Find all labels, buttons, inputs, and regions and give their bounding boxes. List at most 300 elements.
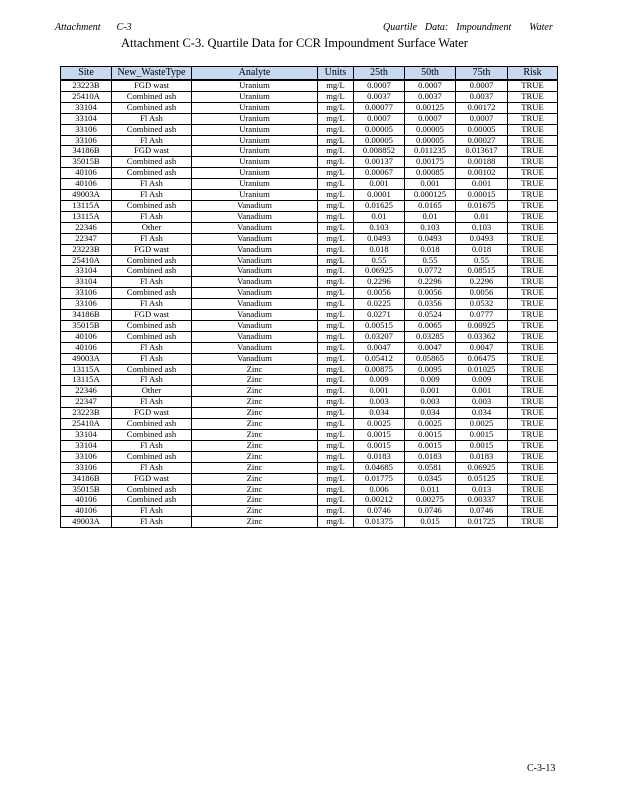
cell-waste-type: Combined ash bbox=[112, 364, 192, 375]
cell-site: 22347 bbox=[61, 233, 112, 244]
cell-waste-type: Fl Ash bbox=[112, 299, 192, 310]
cell-risk: TRUE bbox=[508, 364, 558, 375]
cell-risk: TRUE bbox=[508, 331, 558, 342]
table-row bbox=[61, 200, 558, 211]
cell-analyte: Vanadium bbox=[192, 200, 318, 211]
cell-waste-type: Fl Ash bbox=[112, 135, 192, 146]
cell-p75: 0.55 bbox=[456, 255, 508, 266]
cell-analyte: Zinc bbox=[192, 473, 318, 484]
cell-units: mg/L bbox=[318, 135, 354, 146]
cell-analyte: Uranium bbox=[192, 124, 318, 135]
cell-units: mg/L bbox=[318, 310, 354, 321]
cell-p75: 0.00172 bbox=[456, 102, 508, 113]
cell-units: mg/L bbox=[318, 124, 354, 135]
cell-p75: 0.0037 bbox=[456, 91, 508, 102]
cell-analyte: Vanadium bbox=[192, 320, 318, 331]
cell-waste-type: Fl Ash bbox=[112, 440, 192, 451]
cell-p25: 0.001 bbox=[354, 179, 405, 190]
cell-p25: 0.0015 bbox=[354, 440, 405, 451]
cell-p75: 0.0015 bbox=[456, 440, 508, 451]
cell-p50: 0.011 bbox=[405, 484, 456, 495]
cell-p50: 0.0345 bbox=[405, 473, 456, 484]
cell-p75: 0.06925 bbox=[456, 462, 508, 473]
cell-units: mg/L bbox=[318, 80, 354, 91]
cell-risk: TRUE bbox=[508, 473, 558, 484]
cell-analyte: Uranium bbox=[192, 179, 318, 190]
cell-p50: 0.0015 bbox=[405, 440, 456, 451]
page-title: Attachment C-3. Quartile Data for CCR Impoundment Surface Water bbox=[121, 36, 468, 50]
table-row bbox=[61, 517, 558, 528]
cell-units: mg/L bbox=[318, 222, 354, 233]
cell-p75: 0.00027 bbox=[456, 135, 508, 146]
header-word-data: Data: bbox=[424, 22, 449, 33]
cell-site: 49003A bbox=[61, 353, 112, 364]
table-row bbox=[61, 310, 558, 321]
cell-units: mg/L bbox=[318, 353, 354, 364]
cell-p50: 0.05865 bbox=[405, 353, 456, 364]
cell-p75: 0.0183 bbox=[456, 451, 508, 462]
cell-risk: TRUE bbox=[508, 320, 558, 331]
cell-p25: 0.018 bbox=[354, 244, 405, 255]
cell-p75: 0.013 bbox=[456, 484, 508, 495]
cell-analyte: Zinc bbox=[192, 440, 318, 451]
cell-waste-type: FGD wast bbox=[112, 310, 192, 321]
cell-risk: TRUE bbox=[508, 244, 558, 255]
table-body bbox=[61, 80, 558, 528]
cell-waste-type: Combined ash bbox=[112, 91, 192, 102]
cell-p25: 0.006 bbox=[354, 484, 405, 495]
cell-p50: 0.0037 bbox=[405, 91, 456, 102]
cell-site: 34186B bbox=[61, 310, 112, 321]
cell-p50: 0.00175 bbox=[405, 157, 456, 168]
cell-waste-type: Combined ash bbox=[112, 451, 192, 462]
cell-units: mg/L bbox=[318, 91, 354, 102]
cell-p50: 0.003 bbox=[405, 397, 456, 408]
cell-p50: 0.018 bbox=[405, 244, 456, 255]
cell-analyte: Vanadium bbox=[192, 266, 318, 277]
cell-p25: 0.00875 bbox=[354, 364, 405, 375]
cell-p25: 0.06925 bbox=[354, 266, 405, 277]
cell-p25: 0.01625 bbox=[354, 200, 405, 211]
cell-site: 40106 bbox=[61, 179, 112, 190]
cell-analyte: Uranium bbox=[192, 135, 318, 146]
cell-analyte: Zinc bbox=[192, 451, 318, 462]
cell-site: 33106 bbox=[61, 299, 112, 310]
table-row bbox=[61, 277, 558, 288]
cell-p75: 0.0015 bbox=[456, 430, 508, 441]
cell-site: 34186B bbox=[61, 146, 112, 157]
cell-p50: 0.011235 bbox=[405, 146, 456, 157]
cell-p25: 0.0025 bbox=[354, 419, 405, 430]
cell-site: 40106 bbox=[61, 168, 112, 179]
cell-p75: 0.00925 bbox=[456, 320, 508, 331]
cell-analyte: Vanadium bbox=[192, 244, 318, 255]
cell-units: mg/L bbox=[318, 168, 354, 179]
cell-p50: 0.01 bbox=[405, 211, 456, 222]
cell-p25: 0.00077 bbox=[354, 102, 405, 113]
cell-p75: 0.01675 bbox=[456, 200, 508, 211]
table-row bbox=[61, 451, 558, 462]
cell-site: 49003A bbox=[61, 190, 112, 201]
cell-analyte: Uranium bbox=[192, 168, 318, 179]
cell-site: 35015B bbox=[61, 157, 112, 168]
cell-waste-type: Fl Ash bbox=[112, 277, 192, 288]
cell-p25: 0.008852 bbox=[354, 146, 405, 157]
table-header-row bbox=[61, 67, 558, 81]
cell-analyte: Uranium bbox=[192, 190, 318, 201]
cell-p75: 0.01 bbox=[456, 211, 508, 222]
cell-analyte: Vanadium bbox=[192, 277, 318, 288]
cell-waste-type: Combined ash bbox=[112, 255, 192, 266]
cell-p75: 0.0777 bbox=[456, 310, 508, 321]
cell-waste-type: FGD wast bbox=[112, 146, 192, 157]
cell-p50: 0.001 bbox=[405, 386, 456, 397]
table-row bbox=[61, 157, 558, 168]
cell-units: mg/L bbox=[318, 462, 354, 473]
cell-waste-type: Combined ash bbox=[112, 102, 192, 113]
cell-waste-type: Fl Ash bbox=[112, 397, 192, 408]
cell-risk: TRUE bbox=[508, 430, 558, 441]
cell-analyte: Vanadium bbox=[192, 353, 318, 364]
header-code: C-3 bbox=[116, 22, 132, 33]
cell-p25: 0.001 bbox=[354, 386, 405, 397]
cell-analyte: Vanadium bbox=[192, 331, 318, 342]
cell-waste-type: Combined ash bbox=[112, 168, 192, 179]
cell-risk: TRUE bbox=[508, 91, 558, 102]
cell-analyte: Vanadium bbox=[192, 342, 318, 353]
cell-waste-type: Fl Ash bbox=[112, 506, 192, 517]
header-attachment: Attachment bbox=[55, 22, 101, 33]
cell-p50: 0.2296 bbox=[405, 277, 456, 288]
cell-site: 33104 bbox=[61, 440, 112, 451]
cell-units: mg/L bbox=[318, 364, 354, 375]
cell-p25: 0.0056 bbox=[354, 288, 405, 299]
cell-p75: 0.009 bbox=[456, 375, 508, 386]
table-row bbox=[61, 299, 558, 310]
cell-analyte: Zinc bbox=[192, 495, 318, 506]
cell-risk: TRUE bbox=[508, 135, 558, 146]
cell-p50: 0.0025 bbox=[405, 419, 456, 430]
table-row bbox=[61, 397, 558, 408]
cell-site: 33104 bbox=[61, 430, 112, 441]
cell-risk: TRUE bbox=[508, 124, 558, 135]
cell-units: mg/L bbox=[318, 299, 354, 310]
table-row bbox=[61, 364, 558, 375]
table-row bbox=[61, 473, 558, 484]
cell-risk: TRUE bbox=[508, 440, 558, 451]
header-word-water: Water bbox=[529, 22, 553, 33]
cell-site: 33104 bbox=[61, 113, 112, 124]
cell-analyte: Zinc bbox=[192, 386, 318, 397]
cell-risk: TRUE bbox=[508, 113, 558, 124]
cell-site: 25410A bbox=[61, 419, 112, 430]
cell-site: 33106 bbox=[61, 135, 112, 146]
cell-p50: 0.00125 bbox=[405, 102, 456, 113]
cell-units: mg/L bbox=[318, 233, 354, 244]
table-row bbox=[61, 113, 558, 124]
cell-units: mg/L bbox=[318, 320, 354, 331]
cell-p50: 0.0007 bbox=[405, 80, 456, 91]
cell-waste-type: Combined ash bbox=[112, 157, 192, 168]
column-header-waste-type: New_WasteType bbox=[112, 67, 192, 81]
cell-p25: 0.0007 bbox=[354, 80, 405, 91]
cell-units: mg/L bbox=[318, 331, 354, 342]
cell-p50: 0.034 bbox=[405, 408, 456, 419]
cell-analyte: Zinc bbox=[192, 462, 318, 473]
cell-analyte: Zinc bbox=[192, 375, 318, 386]
cell-risk: TRUE bbox=[508, 288, 558, 299]
cell-p25: 0.00005 bbox=[354, 135, 405, 146]
cell-site: 22346 bbox=[61, 222, 112, 233]
cell-analyte: Vanadium bbox=[192, 310, 318, 321]
cell-units: mg/L bbox=[318, 430, 354, 441]
table-row bbox=[61, 386, 558, 397]
cell-risk: TRUE bbox=[508, 277, 558, 288]
table-row bbox=[61, 266, 558, 277]
cell-p50: 0.0015 bbox=[405, 430, 456, 441]
cell-p75: 0.00005 bbox=[456, 124, 508, 135]
cell-p75: 0.00188 bbox=[456, 157, 508, 168]
cell-p75: 0.001 bbox=[456, 386, 508, 397]
cell-analyte: Uranium bbox=[192, 80, 318, 91]
cell-p25: 0.03207 bbox=[354, 331, 405, 342]
cell-p75: 0.103 bbox=[456, 222, 508, 233]
cell-waste-type: Fl Ash bbox=[112, 353, 192, 364]
cell-p75: 0.06475 bbox=[456, 353, 508, 364]
table-row bbox=[61, 353, 558, 364]
cell-risk: TRUE bbox=[508, 146, 558, 157]
table-row bbox=[61, 408, 558, 419]
running-header-right bbox=[383, 22, 561, 33]
cell-analyte: Zinc bbox=[192, 484, 318, 495]
table-row bbox=[61, 168, 558, 179]
cell-analyte: Zinc bbox=[192, 419, 318, 430]
cell-units: mg/L bbox=[318, 440, 354, 451]
header-word-impoundment: Impoundment bbox=[456, 22, 512, 33]
cell-p75: 0.03362 bbox=[456, 331, 508, 342]
cell-p25: 0.00005 bbox=[354, 124, 405, 135]
column-header-p25: 25th bbox=[354, 67, 405, 81]
cell-p25: 0.034 bbox=[354, 408, 405, 419]
cell-waste-type: Fl Ash bbox=[112, 375, 192, 386]
cell-p75: 0.08515 bbox=[456, 266, 508, 277]
cell-p75: 0.0047 bbox=[456, 342, 508, 353]
cell-units: mg/L bbox=[318, 451, 354, 462]
cell-p75: 0.0532 bbox=[456, 299, 508, 310]
cell-risk: TRUE bbox=[508, 211, 558, 222]
cell-waste-type: Fl Ash bbox=[112, 462, 192, 473]
cell-analyte: Uranium bbox=[192, 113, 318, 124]
cell-site: 23223B bbox=[61, 408, 112, 419]
cell-risk: TRUE bbox=[508, 408, 558, 419]
table-row bbox=[61, 211, 558, 222]
cell-p50: 0.0007 bbox=[405, 113, 456, 124]
cell-p75: 0.0007 bbox=[456, 80, 508, 91]
page-number: C-3-13 bbox=[527, 763, 556, 774]
column-header-p75: 75th bbox=[456, 67, 508, 81]
cell-site: 13115A bbox=[61, 375, 112, 386]
table-row bbox=[61, 419, 558, 430]
running-header-left bbox=[55, 22, 148, 33]
cell-waste-type: Combined ash bbox=[112, 288, 192, 299]
cell-p50: 0.0772 bbox=[405, 266, 456, 277]
cell-p75: 0.00337 bbox=[456, 495, 508, 506]
cell-p25: 0.0007 bbox=[354, 113, 405, 124]
table-row bbox=[61, 495, 558, 506]
cell-site: 33106 bbox=[61, 451, 112, 462]
cell-site: 13115A bbox=[61, 364, 112, 375]
cell-units: mg/L bbox=[318, 375, 354, 386]
cell-risk: TRUE bbox=[508, 484, 558, 495]
cell-units: mg/L bbox=[318, 277, 354, 288]
cell-analyte: Zinc bbox=[192, 408, 318, 419]
cell-p25: 0.00067 bbox=[354, 168, 405, 179]
cell-risk: TRUE bbox=[508, 342, 558, 353]
cell-waste-type: FGD wast bbox=[112, 244, 192, 255]
cell-p50: 0.0047 bbox=[405, 342, 456, 353]
cell-p75: 0.2296 bbox=[456, 277, 508, 288]
cell-p50: 0.55 bbox=[405, 255, 456, 266]
cell-analyte: Vanadium bbox=[192, 255, 318, 266]
cell-p50: 0.0524 bbox=[405, 310, 456, 321]
table-row bbox=[61, 80, 558, 91]
cell-analyte: Vanadium bbox=[192, 288, 318, 299]
cell-units: mg/L bbox=[318, 397, 354, 408]
cell-risk: TRUE bbox=[508, 157, 558, 168]
cell-p50: 0.00085 bbox=[405, 168, 456, 179]
cell-site: 25410A bbox=[61, 255, 112, 266]
column-header-analyte: Analyte bbox=[192, 67, 318, 81]
cell-p75: 0.01025 bbox=[456, 364, 508, 375]
cell-units: mg/L bbox=[318, 255, 354, 266]
quartile-table bbox=[60, 66, 558, 528]
cell-p50: 0.001 bbox=[405, 179, 456, 190]
table-row bbox=[61, 484, 558, 495]
cell-waste-type: Combined ash bbox=[112, 419, 192, 430]
cell-units: mg/L bbox=[318, 179, 354, 190]
cell-p25: 0.0225 bbox=[354, 299, 405, 310]
table-row bbox=[61, 342, 558, 353]
cell-waste-type: FGD wast bbox=[112, 80, 192, 91]
cell-analyte: Uranium bbox=[192, 102, 318, 113]
table-row bbox=[61, 244, 558, 255]
cell-risk: TRUE bbox=[508, 299, 558, 310]
column-header-site: Site bbox=[61, 67, 112, 81]
cell-site: 23223B bbox=[61, 80, 112, 91]
cell-p75: 0.018 bbox=[456, 244, 508, 255]
cell-units: mg/L bbox=[318, 288, 354, 299]
table-row bbox=[61, 320, 558, 331]
cell-site: 49003A bbox=[61, 517, 112, 528]
cell-units: mg/L bbox=[318, 244, 354, 255]
cell-risk: TRUE bbox=[508, 451, 558, 462]
cell-p50: 0.0065 bbox=[405, 320, 456, 331]
column-header-units: Units bbox=[318, 67, 354, 81]
cell-waste-type: Other bbox=[112, 222, 192, 233]
table-row bbox=[61, 506, 558, 517]
cell-p50: 0.009 bbox=[405, 375, 456, 386]
cell-p50: 0.0183 bbox=[405, 451, 456, 462]
cell-p75: 0.01725 bbox=[456, 517, 508, 528]
cell-analyte: Uranium bbox=[192, 91, 318, 102]
cell-units: mg/L bbox=[318, 386, 354, 397]
table-row bbox=[61, 124, 558, 135]
cell-p50: 0.03285 bbox=[405, 331, 456, 342]
cell-p50: 0.0356 bbox=[405, 299, 456, 310]
cell-waste-type: Combined ash bbox=[112, 266, 192, 277]
cell-analyte: Zinc bbox=[192, 364, 318, 375]
table-row bbox=[61, 462, 558, 473]
cell-risk: TRUE bbox=[508, 517, 558, 528]
cell-waste-type: Combined ash bbox=[112, 495, 192, 506]
cell-p75: 0.0493 bbox=[456, 233, 508, 244]
cell-analyte: Zinc bbox=[192, 430, 318, 441]
cell-p25: 0.103 bbox=[354, 222, 405, 233]
cell-units: mg/L bbox=[318, 408, 354, 419]
column-header-risk: Risk bbox=[508, 67, 558, 81]
cell-p75: 0.001 bbox=[456, 179, 508, 190]
table-row bbox=[61, 233, 558, 244]
header-word-quartile: Quartile bbox=[383, 22, 417, 33]
cell-waste-type: Fl Ash bbox=[112, 179, 192, 190]
cell-p50: 0.015 bbox=[405, 517, 456, 528]
cell-p25: 0.0037 bbox=[354, 91, 405, 102]
cell-risk: TRUE bbox=[508, 190, 558, 201]
cell-site: 33104 bbox=[61, 102, 112, 113]
cell-units: mg/L bbox=[318, 113, 354, 124]
cell-p50: 0.00005 bbox=[405, 135, 456, 146]
cell-risk: TRUE bbox=[508, 353, 558, 364]
cell-waste-type: Other bbox=[112, 386, 192, 397]
cell-units: mg/L bbox=[318, 266, 354, 277]
cell-p75: 0.003 bbox=[456, 397, 508, 408]
table-row bbox=[61, 375, 558, 386]
cell-waste-type: Fl Ash bbox=[112, 211, 192, 222]
cell-p25: 0.2296 bbox=[354, 277, 405, 288]
cell-analyte: Vanadium bbox=[192, 211, 318, 222]
cell-p75: 0.0025 bbox=[456, 419, 508, 430]
cell-p50: 0.103 bbox=[405, 222, 456, 233]
cell-units: mg/L bbox=[318, 190, 354, 201]
cell-risk: TRUE bbox=[508, 462, 558, 473]
cell-waste-type: FGD wast bbox=[112, 473, 192, 484]
cell-units: mg/L bbox=[318, 342, 354, 353]
cell-p25: 0.0271 bbox=[354, 310, 405, 321]
cell-risk: TRUE bbox=[508, 179, 558, 190]
cell-analyte: Uranium bbox=[192, 157, 318, 168]
cell-p50: 0.0746 bbox=[405, 506, 456, 517]
cell-risk: TRUE bbox=[508, 397, 558, 408]
cell-p75: 0.0746 bbox=[456, 506, 508, 517]
cell-waste-type: Fl Ash bbox=[112, 113, 192, 124]
cell-risk: TRUE bbox=[508, 506, 558, 517]
cell-site: 13115A bbox=[61, 200, 112, 211]
cell-analyte: Zinc bbox=[192, 517, 318, 528]
table-row bbox=[61, 288, 558, 299]
table-row bbox=[61, 430, 558, 441]
cell-units: mg/L bbox=[318, 484, 354, 495]
cell-site: 40106 bbox=[61, 506, 112, 517]
cell-p50: 0.0165 bbox=[405, 200, 456, 211]
cell-site: 33106 bbox=[61, 462, 112, 473]
cell-waste-type: Combined ash bbox=[112, 430, 192, 441]
cell-units: mg/L bbox=[318, 157, 354, 168]
cell-p50: 0.0056 bbox=[405, 288, 456, 299]
cell-p25: 0.00212 bbox=[354, 495, 405, 506]
cell-site: 23223B bbox=[61, 244, 112, 255]
cell-risk: TRUE bbox=[508, 233, 558, 244]
cell-risk: TRUE bbox=[508, 375, 558, 386]
